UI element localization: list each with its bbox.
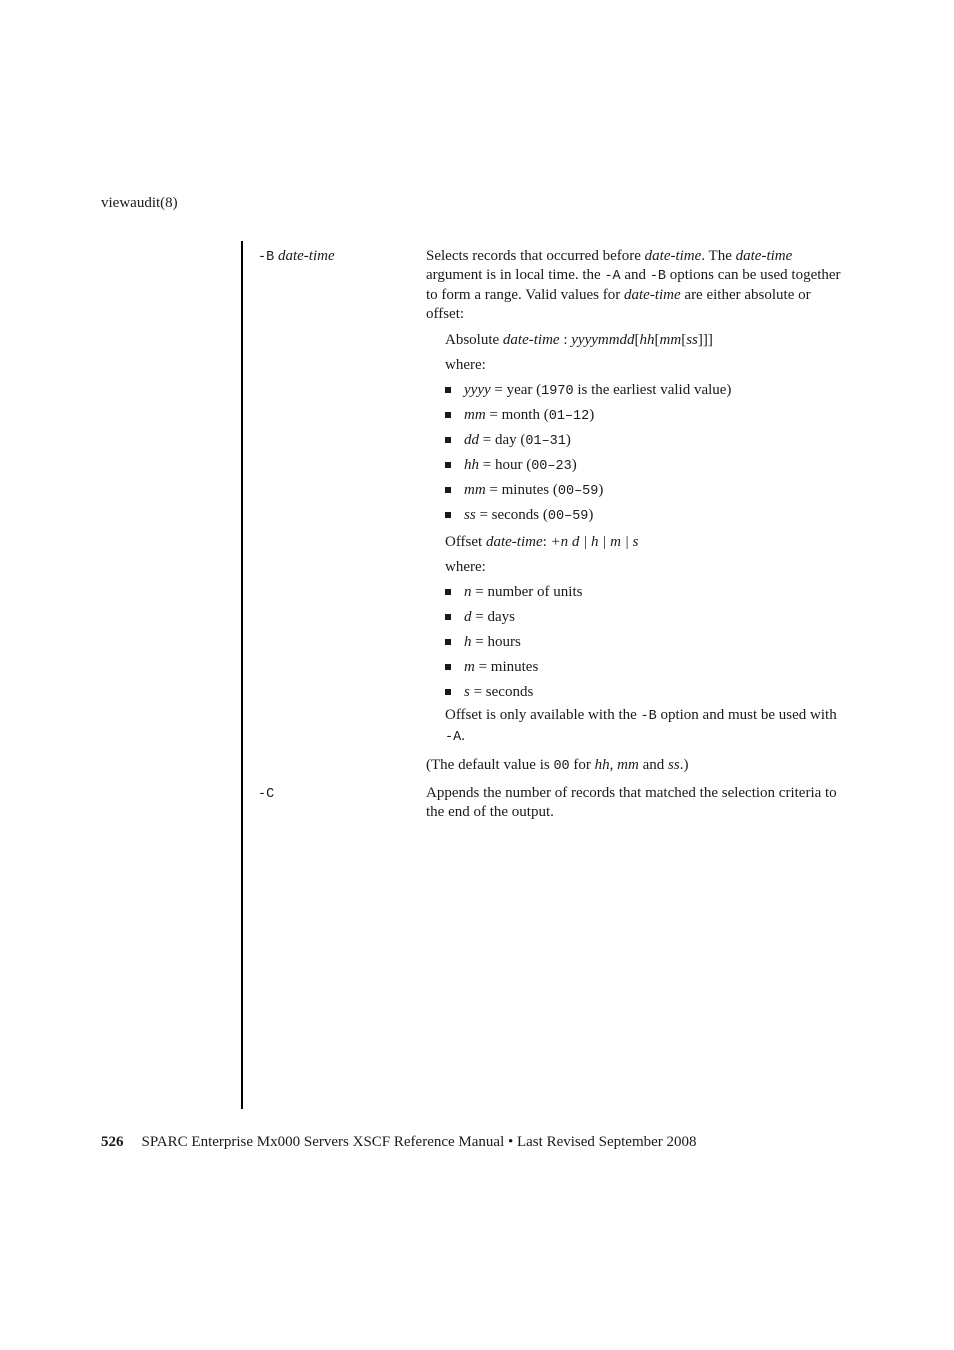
bullet-icon [445,412,451,418]
bullet-icon [445,639,451,645]
running-head: viewaudit(8) [101,195,178,211]
change-bar [241,241,243,1109]
option-c-flag: -C [258,787,275,802]
option-c-description: Appends the number of records that matched the selection criteria to the end of the output. [426,785,837,820]
bullet-icon [445,689,451,695]
bullet-icon [445,589,451,595]
bullet-icon [445,664,451,670]
option-b-arg: date-time [277,248,335,264]
bullet-icon [445,487,451,493]
default-value-note: (The default value is 00 for hh, mm and ss.) [426,757,689,774]
page-footer [101,1133,697,1152]
bullet-icon [445,437,451,443]
offset-note: Offset is only available with the -B option and must be used with -A. [445,707,837,745]
where-label-offset: where: [445,559,486,575]
footer-text: SPARC Enterprise Mx000 Servers XSCF Reference Manual • Last Revised September 2008 [141,1134,697,1150]
bullet-icon [445,387,451,393]
page-number: 526 [101,1134,124,1150]
bullet-icon [445,614,451,620]
option-b-description: Selects records that occurred before date-time. The date-time argument is in local time. the -A and -B options can be used together to form a range. Valid values for date-time are either absolute or offset: [426,248,841,322]
absolute-format: Absolute date-time : yyyymmdd[hh[mm[ss]]] [445,332,713,348]
where-label-absolute: where: [445,357,486,373]
bullet-icon [445,512,451,518]
option-b-flag: -B [258,250,275,265]
offset-format: Offset date-time: +n d | h | m | s [445,534,639,550]
bullet-icon [445,462,451,468]
option-c-term [258,784,274,805]
option-b-term [258,247,335,268]
